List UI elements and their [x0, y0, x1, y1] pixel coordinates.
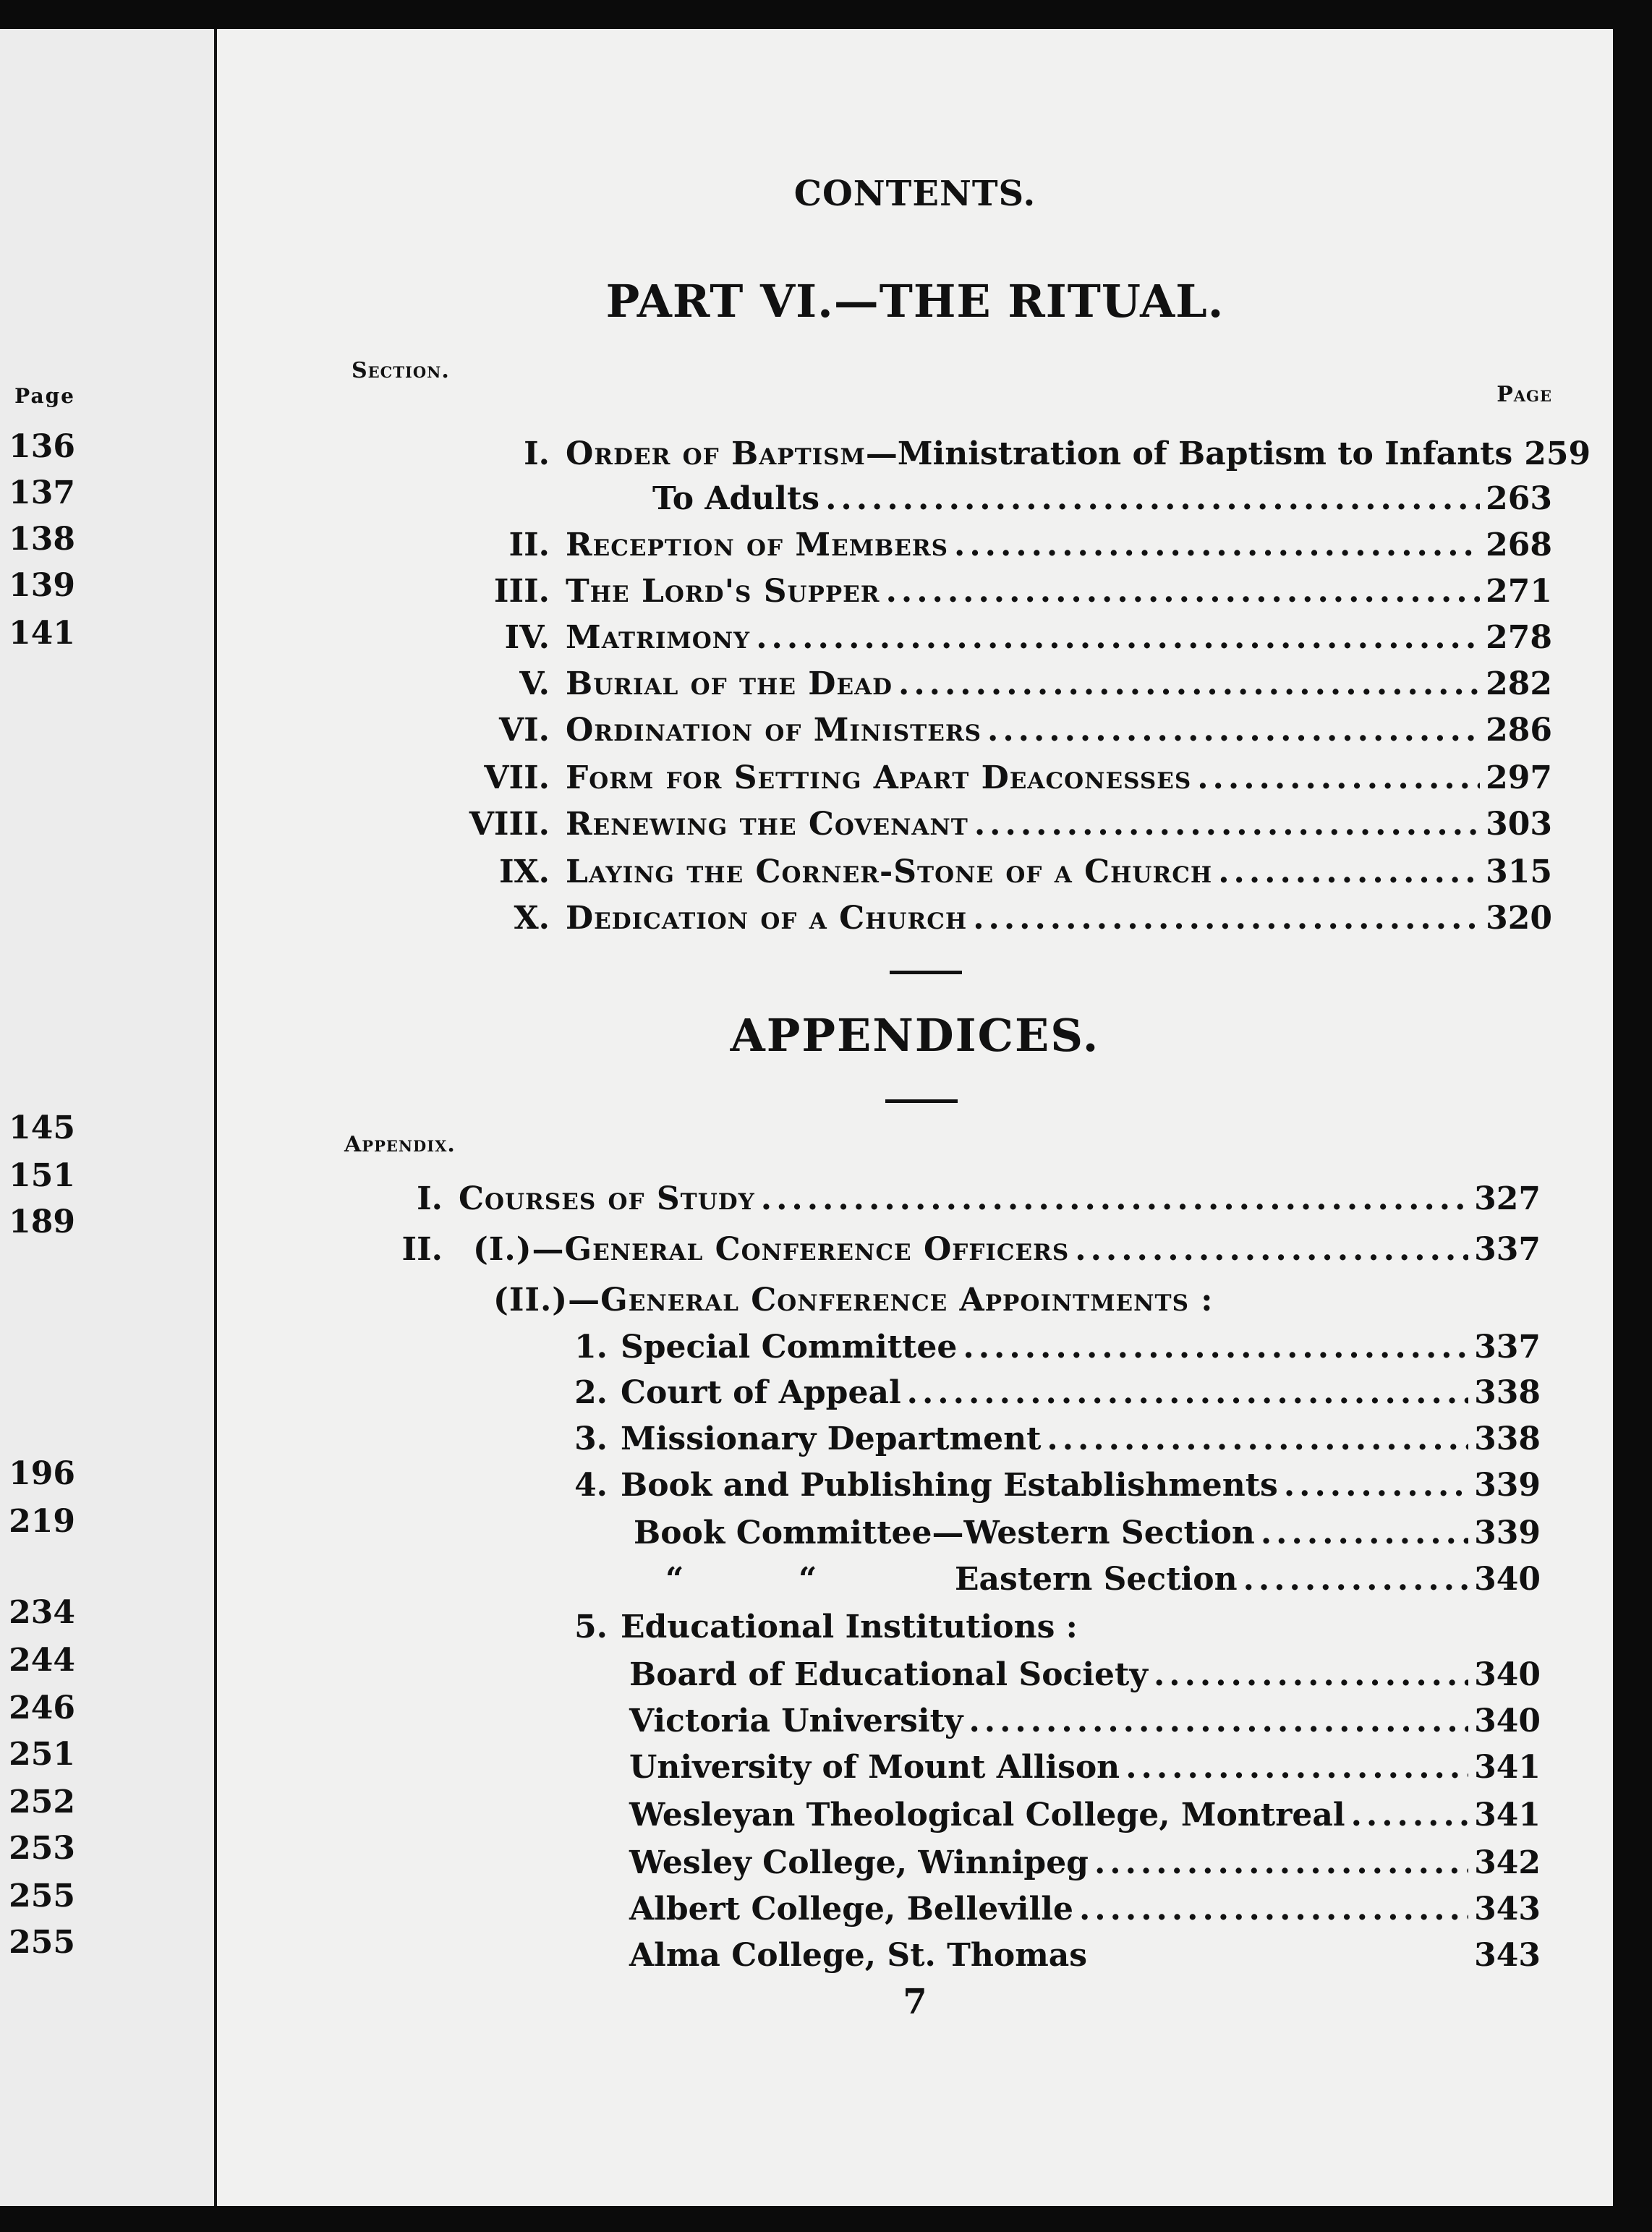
toc-entry [629, 1843, 1541, 1883]
dot-leader [973, 898, 1480, 939]
section-divider [885, 1099, 958, 1103]
dot-leader [1094, 1843, 1468, 1883]
entry-number: VI. [498, 712, 550, 749]
facing-page-number: 255 [9, 1878, 75, 1914]
toc-entry [557, 1327, 1541, 1368]
ditto-mark: “ [665, 1561, 684, 1598]
facing-page-fragment [0, 29, 217, 2206]
toc-entry [629, 1889, 1541, 1930]
entry-page: 337 [1474, 1329, 1541, 1366]
facing-page-number: 139 [9, 567, 75, 604]
toc-entry [634, 1513, 1541, 1554]
entry-page: 297 [1486, 759, 1552, 796]
toc-entry [318, 434, 1591, 474]
ditto-mark: “ [799, 1561, 817, 1598]
entry-page: 340 [1474, 1656, 1541, 1693]
entry-page: 340 [1474, 1703, 1541, 1739]
toc-entry [318, 1179, 1541, 1219]
entry-title: Wesleyan Theological College, Montreal [629, 1797, 1345, 1833]
dot-leader [886, 571, 1481, 612]
entry-number: II. [401, 1231, 443, 1268]
facing-page-number: 219 [9, 1503, 75, 1540]
dot-leader [974, 804, 1480, 845]
facing-page-number: 196 [9, 1455, 75, 1492]
entry-number: 1. [574, 1329, 608, 1366]
entry-subtitle: —Ministration of Baptism to Infants [865, 435, 1513, 472]
entry-number: VIII. [469, 806, 550, 843]
toc-entry [557, 1419, 1541, 1460]
dot-leader [761, 1179, 1468, 1219]
section-column-label: Section. [352, 358, 450, 383]
facing-page-number: 251 [9, 1736, 75, 1773]
dot-leader [1075, 1230, 1468, 1270]
entry-page: 338 [1474, 1374, 1541, 1411]
entry-page: 315 [1486, 853, 1552, 890]
entry-title: Ordination of Ministers [566, 712, 982, 749]
facing-page-number: 244 [9, 1642, 75, 1679]
entry-number: 4. [574, 1467, 608, 1504]
toc-entry [318, 525, 1552, 566]
dot-leader [1351, 1795, 1469, 1836]
entry-number: 3. [574, 1420, 608, 1457]
toc-entry [318, 571, 1552, 612]
entry-page: 339 [1474, 1467, 1541, 1504]
appendix-column-label: Appendix. [344, 1132, 456, 1157]
dot-leader [1261, 1513, 1468, 1554]
page-number: 7 [903, 1982, 927, 2022]
entry-title: Form for Setting Apart Deaconesses [566, 759, 1192, 796]
toc-entry [629, 1655, 1541, 1695]
entry-title: Matrimony [566, 619, 751, 656]
toc-entry [629, 1701, 1541, 1742]
facing-page-number: 145 [9, 1109, 75, 1146]
facing-page-number: 255 [9, 1924, 75, 1961]
facing-page-number: 189 [9, 1204, 75, 1240]
dot-leader [1125, 1747, 1468, 1788]
entry-number: I. [524, 435, 550, 472]
entry-title: Reception of Members [566, 527, 948, 563]
entry-title: Dedication of a Church [566, 900, 968, 937]
dot-leader [987, 710, 1480, 751]
toc-entry [318, 479, 1552, 519]
entry-number: I. [417, 1180, 443, 1217]
dot-leader [963, 1327, 1468, 1368]
entry-title: Alma College, St. Thomas [629, 1937, 1088, 1974]
facing-page-number: 234 [9, 1594, 75, 1631]
entry-page: 343 [1474, 1937, 1541, 1974]
entry-number: IX. [498, 853, 550, 890]
entry-number: 5. [574, 1609, 608, 1645]
entry-page: 341 [1474, 1749, 1541, 1786]
dot-leader [756, 618, 1480, 658]
entry-page: 340 [1474, 1561, 1541, 1598]
entry-title: To Adults [652, 480, 820, 517]
entry-number: IV. [504, 619, 550, 656]
toc-entry [629, 1747, 1541, 1788]
toc-entry [629, 1795, 1541, 1836]
entry-title: Missionary Department [621, 1420, 1042, 1457]
dot-leader [907, 1373, 1468, 1413]
part-heading: PART VI.—THE RITUAL. [605, 275, 1225, 328]
dot-leader [954, 525, 1480, 566]
entry-title: Victoria University [629, 1703, 963, 1739]
contents-page [217, 29, 1613, 2206]
facing-page-number: 253 [9, 1830, 75, 1867]
dot-leader [968, 1701, 1468, 1742]
entry-title: Book and Publishing Establishments [621, 1467, 1278, 1504]
page-title: CONTENTS. [793, 174, 1036, 214]
facing-page-number: 137 [9, 474, 75, 511]
toc-entry [629, 1935, 1541, 1976]
dot-leader [1079, 1889, 1468, 1930]
entry-number: II. [508, 527, 550, 563]
entry-page: 286 [1486, 712, 1552, 749]
entry-title: Board of Educational Society [629, 1656, 1148, 1693]
facing-page-number: 246 [9, 1690, 75, 1726]
entry-title: Burial of the Dead [566, 665, 893, 702]
facing-page-head: Page [14, 384, 75, 408]
dot-leader [1284, 1465, 1468, 1506]
entry-page: 282 [1486, 665, 1552, 702]
facing-page-number: 252 [9, 1784, 75, 1820]
entry-title: Book Committee—Western Section [634, 1515, 1255, 1551]
entry-page: 259 [1524, 435, 1591, 472]
toc-entry [557, 1465, 1541, 1506]
entry-title: (I.)—General Conference Officers [473, 1231, 1070, 1268]
entry-number: VII. [484, 759, 550, 796]
toc-entry [318, 618, 1552, 658]
entry-number: III. [493, 573, 550, 610]
entry-title: The Lord's Supper [566, 573, 880, 610]
toc-entry [318, 898, 1552, 939]
page-column-label: Page [1496, 382, 1552, 407]
toc-entry [318, 710, 1552, 751]
dot-leader [1154, 1655, 1468, 1695]
entry-page: 342 [1474, 1844, 1541, 1881]
toc-entry [318, 664, 1552, 704]
toc-entry [318, 852, 1552, 893]
entry-title: Eastern Section [955, 1561, 1238, 1598]
entry-page: 278 [1486, 619, 1552, 656]
toc-entry [318, 1230, 1541, 1270]
entry-title: Court of Appeal [621, 1374, 901, 1411]
entry-number: 2. [574, 1374, 608, 1411]
entry-page: 341 [1474, 1797, 1541, 1833]
appendices-heading: APPENDICES. [730, 1009, 1100, 1062]
facing-page-number: 136 [9, 428, 75, 465]
dot-leader [898, 664, 1480, 704]
toc-entry [318, 1280, 1541, 1321]
entry-page: 320 [1486, 900, 1552, 937]
facing-page-number: 138 [9, 521, 75, 558]
entry-title: Renewing the Covenant [566, 806, 968, 843]
entry-title: Order of Baptism [566, 435, 866, 472]
dot-leader [825, 479, 1480, 519]
entry-title: Courses of Study [459, 1180, 755, 1217]
entry-title: Albert College, Belleville [629, 1891, 1073, 1928]
dot-leader [1197, 758, 1480, 798]
entry-title: Special Committee [621, 1329, 958, 1366]
facing-page-number: 151 [9, 1157, 75, 1194]
entry-title: Wesley College, Winnipeg [629, 1844, 1089, 1881]
dot-leader [1218, 852, 1480, 893]
entry-page: 268 [1486, 527, 1552, 563]
entry-page: 327 [1474, 1180, 1541, 1217]
section-divider [890, 971, 962, 974]
entry-page: 338 [1474, 1420, 1541, 1457]
entry-title: Educational Institutions : [621, 1609, 1078, 1645]
entry-page: 339 [1474, 1515, 1541, 1551]
toc-entry [318, 758, 1552, 798]
toc-entry [557, 1373, 1541, 1413]
entry-page: 303 [1486, 806, 1552, 843]
entry-title: University of Mount Allison [629, 1749, 1120, 1786]
entry-number: X. [514, 900, 550, 937]
entry-page: 263 [1486, 480, 1552, 517]
toc-entry [557, 1607, 1541, 1648]
entry-page: 271 [1486, 573, 1552, 610]
dot-leader [1243, 1559, 1469, 1600]
entry-number: V. [519, 665, 550, 702]
entry-page: 343 [1474, 1891, 1541, 1928]
dot-leader [1047, 1419, 1468, 1460]
entry-title: (II.)—General Conference Appointments : [493, 1282, 1214, 1319]
facing-page-number: 141 [9, 615, 75, 652]
toc-entry [318, 804, 1552, 845]
entry-page: 337 [1474, 1231, 1541, 1268]
entry-title: Laying the Corner-Stone of a Church [566, 853, 1213, 890]
toc-entry [665, 1559, 1541, 1600]
